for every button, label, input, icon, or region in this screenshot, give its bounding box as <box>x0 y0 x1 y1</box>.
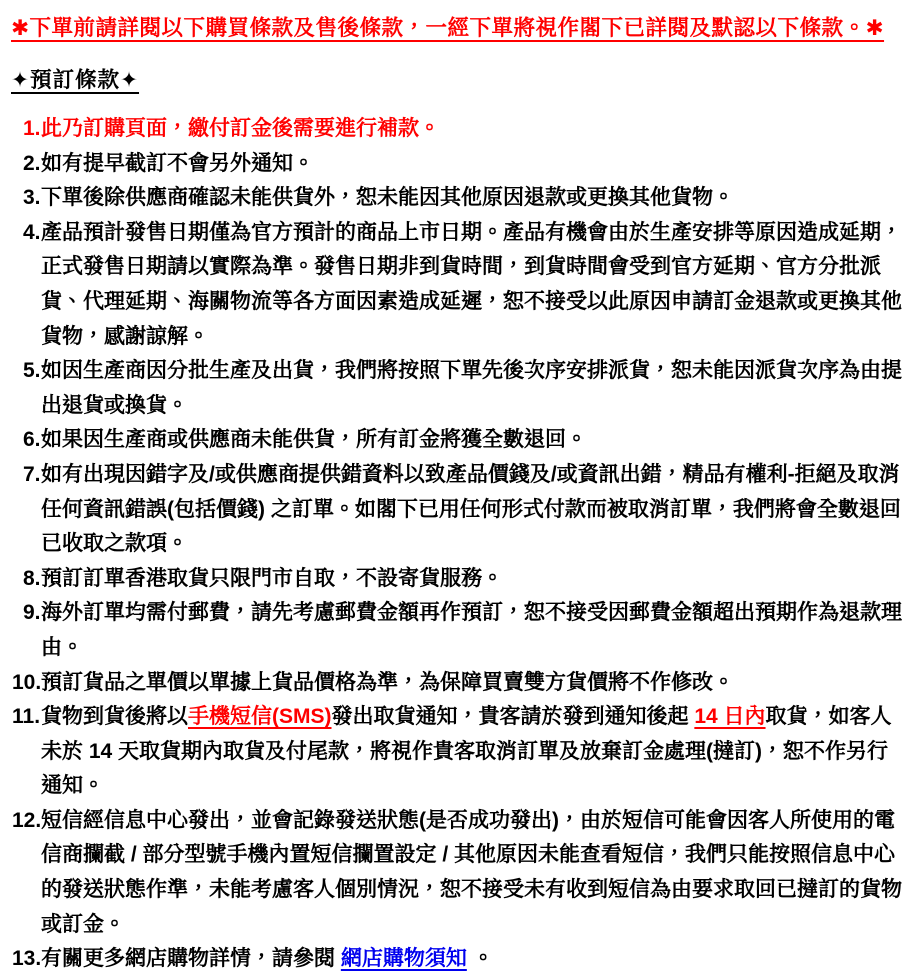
term-text <box>41 186 734 209</box>
terms-item <box>11 596 907 665</box>
sms-notice-emphasis: 手機短信(SMS) <box>188 705 332 729</box>
term-text <box>41 671 734 694</box>
section-title: ✦預訂條款✦ <box>11 68 140 92</box>
terms-item <box>11 458 907 562</box>
term-segment: 取貨，如客人未於 14 天取貨期內取貨及付尾款，將視作貴客取消訂單及放棄訂金處理(撻訂)，恕不作另行通知。 <box>41 705 892 798</box>
term-number: 11. <box>12 705 41 729</box>
term-number: 4. <box>23 220 41 244</box>
term-number: 9. <box>23 601 41 625</box>
term-number: 3. <box>23 186 41 210</box>
terms-item <box>11 700 907 804</box>
term-text <box>41 463 901 555</box>
terms-item <box>11 942 907 977</box>
terms-item <box>11 147 907 182</box>
term-segment: 產品預計發售日期僅為官方預計的商品上市日期。產品有機會由於生產安排等原因造成延期，正式發售日期請以實際為準。發售日期非到貨時間，到貨時間會受到官方延期、官方分批派貨、代理延期、海關物流等各方面因素造成延遲，恕不接受以此原因申請訂金退款或更換其他貨物，感謝諒解。 <box>41 220 902 348</box>
terms-list <box>11 112 907 977</box>
term-segment: 預訂貨品之單價以單據上貨品價格為準，為保障買賣雙方貨價將不作修改。 <box>41 670 734 694</box>
term-number: 8. <box>23 566 41 590</box>
terms-item <box>11 216 907 354</box>
term-text <box>41 428 587 451</box>
term-segment: 此乃訂購頁面，繳付訂金後需要進行補款。 <box>41 117 440 140</box>
term-segment: 如有出現因錯字及/或供應商提供錯資料以致產品價錢及/或資訊出錯，精品有權利-拒絕及取消任何資訊錯誤(包括價錢) 之訂單。如閣下已用任何形式付款而被取消訂單，我們將會全數退回已收取之款項。 <box>41 462 901 556</box>
term-text <box>41 947 494 970</box>
section-heading <box>11 63 907 97</box>
pickup-deadline-emphasis: 14 日內 <box>694 705 766 729</box>
term-segment: 短信經信息中心發出，並會記錄發送狀態(是否成功發出)，由於短信可能會因客人所使用的電信商攔截 / 部分型號手機內置短信攔置設定 / 其他原因未能查看短信，我們只能按照信息中心的發送狀態作準，未能考慮客人個別情況，恕不接受未有收到短信為由要求取回已撻訂的貨物或訂金。 <box>41 808 902 936</box>
purchase-notice-text: ✱下單前請詳閱以下購買條款及售後條款，一經下單將視作閣下已詳閱及默認以下條款。✱ <box>11 16 885 40</box>
term-segment: 預訂訂單香港取貨只限門市自取，不設寄貨服務。 <box>41 566 503 590</box>
term-segment: 有關更多網店購物詳情，請參閱 <box>41 947 341 971</box>
term-number: 6. <box>23 428 41 452</box>
term-segment: 。 <box>466 947 494 971</box>
term-segment: 發出取貨通知，貴客請於發到通知後起 <box>331 705 695 729</box>
term-text <box>41 567 503 590</box>
term-segment: 下單後除供應商確認未能供貨外，恕未能因其他原因退款或更換其他貨物。 <box>41 186 734 210</box>
terms-item <box>11 181 907 216</box>
term-text <box>41 809 902 936</box>
terms-item <box>11 562 907 597</box>
term-number: 7. <box>23 462 41 486</box>
term-text <box>41 152 314 175</box>
term-text <box>41 601 902 659</box>
term-number: 12. <box>12 808 42 832</box>
purchase-notice-banner <box>11 11 907 45</box>
terms-item <box>11 112 907 147</box>
term-text <box>41 359 902 417</box>
term-segment: 如果因生產商或供應商未能供貨，所有訂金將獲全數退回。 <box>41 428 587 452</box>
terms-item <box>11 804 907 942</box>
terms-item <box>11 666 907 701</box>
term-number: 1. <box>23 117 41 140</box>
term-segment: 如因生產商因分批生產及出貨，我們將按照下單先後次序安排派貨，恕未能因派貨次序為由提出退貨或換貨。 <box>41 359 902 417</box>
shop-guide-link[interactable]: 網店購物須知 <box>340 947 467 971</box>
term-number: 10. <box>12 670 42 694</box>
term-text <box>41 117 440 140</box>
term-number: 13. <box>12 947 42 971</box>
term-segment: 如有提早截訂不會另外通知。 <box>41 151 314 175</box>
term-segment: 海外訂單均需付郵費，請先考慮郵費金額再作預訂，恕不接受因郵費金額超出預期作為退款理由。 <box>41 601 902 659</box>
term-text <box>41 705 892 797</box>
term-number: 2. <box>23 151 41 175</box>
term-segment: 貨物到貨後將以 <box>41 705 188 729</box>
terms-item <box>11 423 907 458</box>
term-text <box>41 221 902 348</box>
terms-item <box>11 354 907 423</box>
term-number: 5. <box>23 359 41 383</box>
